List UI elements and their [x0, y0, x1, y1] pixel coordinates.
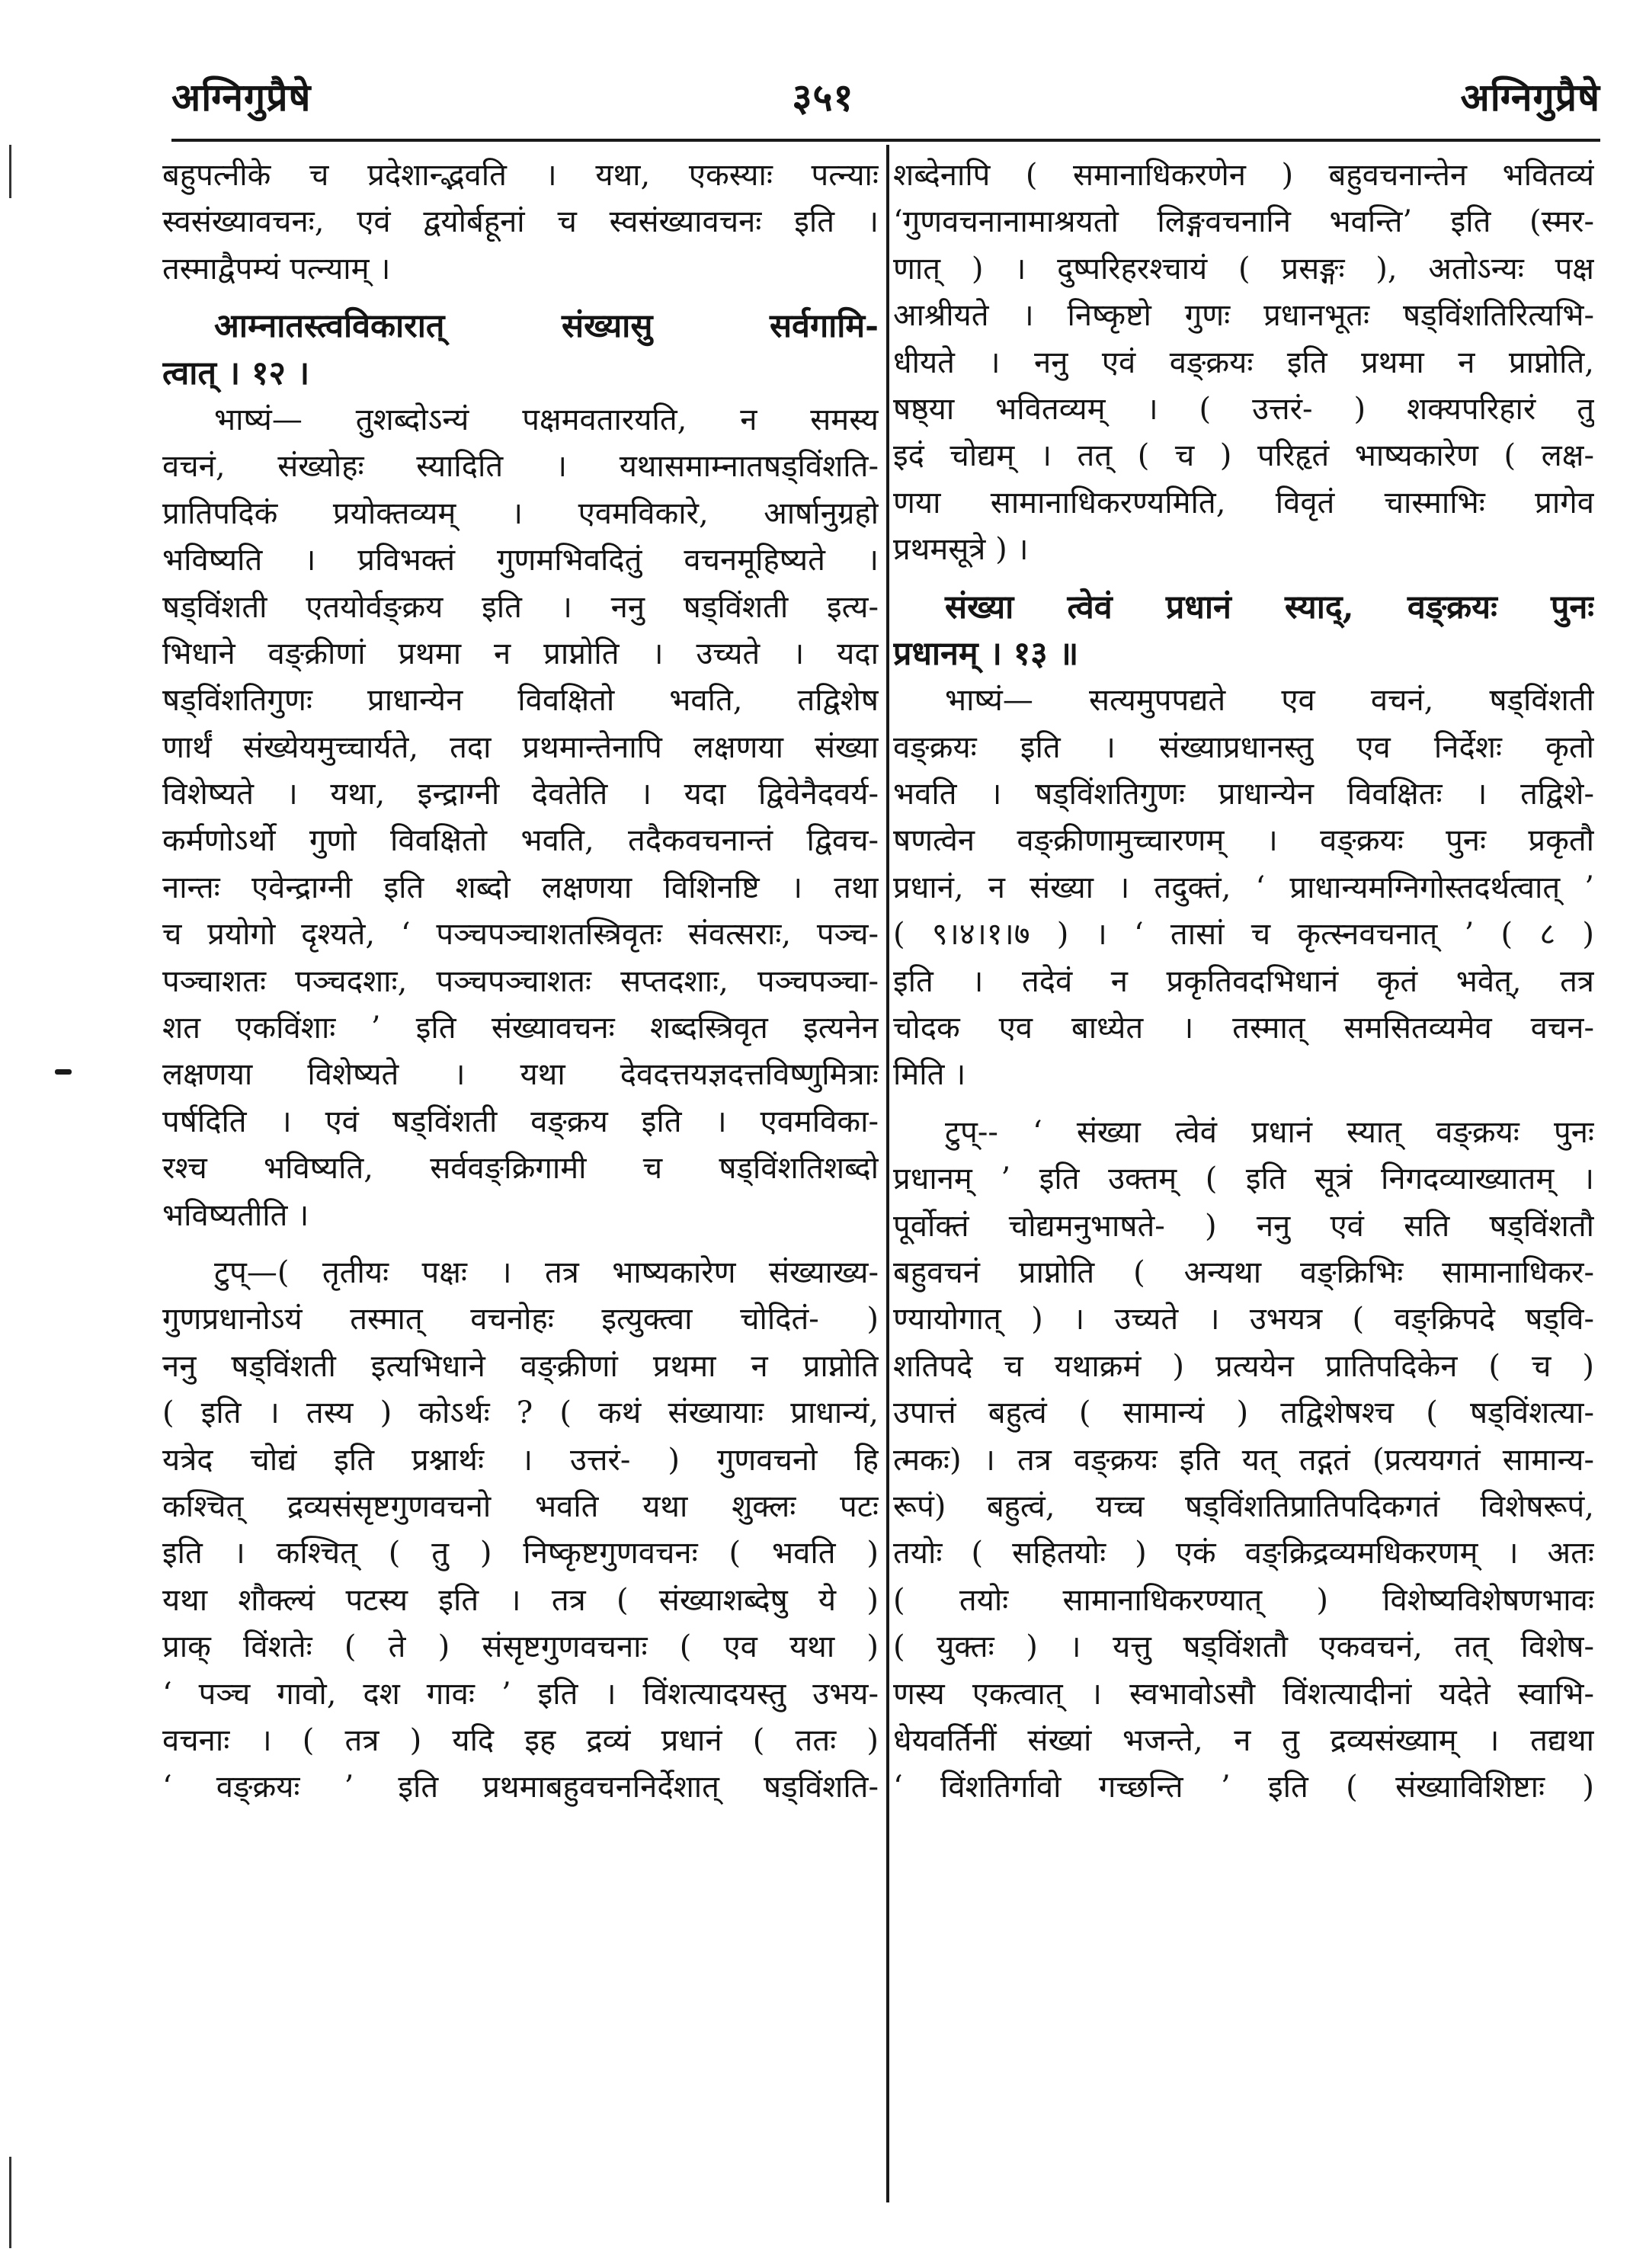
text-line: ‘ वङ्क्रयः ’ इति प्रथमाबहुवचननिर्देशात् षड्विंशति- — [162, 1770, 879, 1805]
text-line: प्रधानम् । १३ ॥ — [893, 634, 1079, 673]
text-line: पूर्वोक्तं चोद्यमनुभाषते- ) ननु एवं सति षड्विंशतौ — [893, 1208, 1594, 1244]
text-line: णस्य एकत्वात् । स्वभावोऽसौ विंशत्यादीनां यदेते स्वाभि- — [893, 1676, 1594, 1712]
text-line: यथा शौक्ल्यं पटस्य इति । तत्र ( संख्याशब्देषु ये ) — [162, 1582, 879, 1618]
text-line: भविष्यति । प्रविभक्तं गुणमभिवदितुं वचनमूहिष्यते । — [162, 543, 879, 578]
text-line: प्रथमसूत्रे ) । — [893, 532, 1029, 568]
text-line: तयोः ( सहितयोः ) एकं वङ्क्रिद्रव्यमधिकरणम् । अतः — [893, 1536, 1594, 1571]
text-line: णार्थं संख्येयमुच्चार्यते, तदा प्रथमान्तेनापि लक्षणया संख्या — [162, 729, 879, 765]
text-line: मिति । — [893, 1057, 966, 1093]
text-line: त्वात् । १२ । — [162, 354, 310, 392]
text-line: यत्रेद चोद्यं इति प्रश्नार्थः । उत्तरं- ) गुणवचनो हि — [162, 1442, 879, 1478]
text-line: कश्चित् द्रव्यसंसृष्टगुणवचनो भवति यथा शुक्लः पटः — [162, 1488, 879, 1524]
text-line: उपात्तं बहुत्वं ( सामान्यं ) तद्विशेषश्च ( षड्विंशत्या- — [893, 1395, 1594, 1431]
text-line: बहुपत्नीके च प्रदेशान्द्भवति । यथा, एकस्याः पत्न्याः — [162, 158, 879, 193]
text-line: वचनं, संख्योहः स्यादिति । यथासमाम्नातषड्विंशति- — [162, 449, 879, 485]
text-line: च प्रयोगो दृश्यते, ‘ पञ्चपञ्चाशतस्त्रिवृतः संवत्सराः, पञ्च- — [162, 917, 879, 953]
text-line: प्रधानं, न संख्या । तदुक्तं, ‘ प्राधान्यमग्निगोस्तदर्थत्वात् ’ — [893, 870, 1594, 905]
text-line: शत एकविंशाः ’ इति संख्यावचनः शब्दस्त्रिवृत इत्यनेन — [162, 1011, 879, 1046]
running-header-left: अग्निगुप्रैषे — [171, 75, 312, 120]
text-line: शब्देनापि ( समानाधिकरणेन ) बहुवचनान्तेन भवितव्यं — [893, 158, 1594, 193]
text-line: ननु षड्विंशती इत्यभिधाने वङ्क्रीणां प्रथमा न प्राप्नोति — [162, 1348, 879, 1384]
running-header-right: अग्निगुप्रैषे — [1460, 75, 1600, 120]
text-line: टुप्-- ‘ संख्या त्वेवं प्रधानं स्यात् वङ्क्रयः पुनः — [945, 1114, 1594, 1150]
text-line: भवति । षड्विंशतिगुणः प्राधान्येन विवक्षितः । तद्विशे- — [893, 777, 1594, 812]
text-line: ( युक्तः ) । यत्तु षड्विंशतौ एकवचनं, तत् विशेष- — [893, 1629, 1594, 1665]
text-line: तस्माद्वैपम्यं पत्न्याम् । — [162, 251, 391, 287]
text-line: इदं चोद्यम् । तत् ( च ) परिहृतं भाष्यकारेण ( लक्ष- — [893, 438, 1594, 474]
header-rule-right — [888, 139, 1600, 142]
text-line: इति । तदेवं न प्रकृतिवदभिधानं कृतं भवेत्, तत्र — [893, 963, 1594, 999]
text-line: त्मकः) । तत्र वङ्क्रयः इति यत् तद्गतं (प्रत्ययगतं सामान्य- — [893, 1442, 1594, 1478]
text-line: आम्नातस्त्वविकारात् संख्यासु सर्वगामि- — [214, 307, 879, 346]
text-line: ‘गुणवचनानामाश्रयतो लिङ्गवचनानि भवन्ति’ इति (स्मर- — [893, 204, 1594, 240]
text-line: ( इति । तस्य ) कोऽर्थः ? ( कथं संख्यायाः प्राधान्यं, — [162, 1395, 879, 1431]
text-line: धीयते । ननु एवं वङ्क्रयः इति प्रथमा न प्राप्नोति, — [893, 344, 1594, 380]
text-line: शतिपदे च यथाक्रमं ) प्रत्ययेन प्रातिपदिकेन ( च ) — [893, 1348, 1594, 1384]
column-divider — [886, 145, 889, 2202]
text-line: आश्रीयते । निष्कृष्टो गुणः प्रधानभूतः षड्विंशतिरित्यभि- — [893, 298, 1594, 334]
text-line: षड्विंशती एतयोर्वङ्क्रय इति । ननु षड्विंशती इत्य- — [162, 589, 879, 625]
text-line: विशेष्यते । यथा, इन्द्राग्नी देवतेति । यदा द्विवेनैदवर्य- — [162, 777, 879, 812]
text-line: गुणप्रधानोऽयं तस्मात् वचनोहः इत्युक्त्वा चोदितं- ) — [162, 1302, 879, 1337]
text-line: संख्या त्वेवं प्रधानं स्याद्, वङ्क्रयः पुनः — [945, 588, 1594, 626]
text-line: प्राक् विंशतेः ( ते ) संसृष्टगुणवचनाः ( एव यथा ) — [162, 1629, 879, 1665]
text-line: भाष्यं— सत्यमुपपद्यते एव वचनं, षड्विंशती — [945, 683, 1594, 719]
text-line: प्रधानम् ’ इति उक्तम् ( इति सूत्रं निगदव्याख्यातम् । — [893, 1161, 1594, 1197]
text-line: णया सामानाधिकरण्यमिति, विवृतं चास्माभिः प्रागेव — [893, 485, 1594, 521]
text-line: नान्तः एवेन्द्राग्नी इति शब्दो लक्षणया विशिनष्टि । तथा — [162, 870, 879, 905]
text-line: बहुवचनं प्राप्नोति ( अन्यथा वङ्क्रिभिः सामानाधिकर- — [893, 1254, 1594, 1290]
text-line: षड्विंशतिगुणः प्राधान्येन विवक्षितो भवति, तद्विशेष — [162, 683, 879, 719]
text-line: ( तयोः सामानाधिकरण्यात् ) विशेष्यविशेषणभावः — [893, 1582, 1594, 1618]
text-line: ‘ पञ्च गावो, दश गावः ’ इति । विंशत्यादयस्तु उभय- — [162, 1676, 879, 1712]
text-line: भिधाने वङ्क्रीणां प्रथमा न प्राप्नोति । उच्यते । यदा — [162, 636, 879, 671]
text-line: वङ्क्रयः इति । संख्याप्रधानस्तु एव निर्देशः कृतो — [893, 729, 1594, 765]
text-line: प्रातिपदिकं प्रयोक्तव्यम् । एवमविकारे, आर्षानुग्रहो — [162, 495, 879, 531]
text-line: लक्षणया विशेष्यते । यथा देवदत्तयज्ञदत्तविष्णुमित्राः — [162, 1057, 879, 1093]
text-line: भाष्यं— तुशब्दोऽन्यं पक्षमवतारयति, न समस्य — [214, 402, 879, 437]
text-line: रश्च भविष्यति, सर्ववङ्क्रिगामी च षड्विंशतिशब्दो — [162, 1151, 879, 1187]
left-text-column — [162, 152, 879, 1812]
text-line: चोदक एव बाध्येत । तस्मात् समसितव्यमेव वचन- — [893, 1011, 1594, 1046]
left-edge-mark — [9, 2157, 11, 2248]
text-line: षणत्वेन वङ्क्रीणामुच्चारणम् । वङ्क्रयः पुनः प्रकृतौ — [893, 823, 1594, 859]
text-line: भविष्यतीति । — [162, 1197, 309, 1233]
text-line: पर्षदिति । एवं षड्विंशती वङ्क्रय इति । एवमविका- — [162, 1104, 879, 1139]
text-line: कर्मणोऽर्थो गुणो विवक्षितो भवति, तदैकवचनान्तं द्विवच- — [162, 823, 879, 859]
text-line: णात् ) । दुष्परिहरश्चायं ( प्रसङ्गः ), अतोऽन्यः पक्ष — [893, 251, 1594, 287]
left-edge-mark — [9, 145, 11, 198]
text-line: स्वसंख्यावचनः, एवं द्वयोर्बहूनां च स्वसंख्यावचनः इति । — [162, 204, 879, 240]
text-line: धेयवर्तिनीं संख्यां भजन्ते, न तु द्रव्यसंख्याम् । तद्यथा — [893, 1722, 1594, 1758]
header-rule-left — [171, 139, 895, 142]
text-line: ण्यायोगात् ) । उच्यते । उभयत्र ( वङ्क्रिपदे षड्वि- — [893, 1302, 1594, 1337]
right-text-column — [893, 152, 1594, 1812]
margin-dash-mark — [55, 1069, 72, 1075]
page-number: ३५१ — [792, 75, 854, 120]
text-line: पञ्चाशतः पञ्चदशाः, पञ्चपञ्चाशतः सप्तदशाः, पञ्चपञ्चा- — [162, 963, 879, 999]
text-line: रूपं) बहुत्वं, यच्च षड्विंशतिप्रातिपदिकगतं विशेषरूपं, — [893, 1488, 1594, 1524]
text-line: ‘ विंशतिर्गावो गच्छन्ति ’ इति ( संख्याविशिष्टाः ) — [893, 1770, 1594, 1805]
text-line: वचनाः । ( तत्र ) यदि इह द्रव्यं प्रधानं ( ततः ) — [162, 1722, 879, 1758]
text-line: टुप्—( तृतीयः पक्षः । तत्र भाष्यकारेण संख्याख्य- — [214, 1254, 879, 1290]
text-line: ( ९।४।१।७ ) । ‘ तासां च कृत्स्नवचनात् ’ ( ८ ) — [893, 917, 1594, 953]
text-line: इति । कश्चित् ( तु ) निष्कृष्टगुणवचनः ( भवति ) — [162, 1536, 879, 1571]
text-line: षष्ठ्या भवितव्यम् । ( उत्तरं- ) शक्यपरिहारं तु — [893, 391, 1594, 427]
